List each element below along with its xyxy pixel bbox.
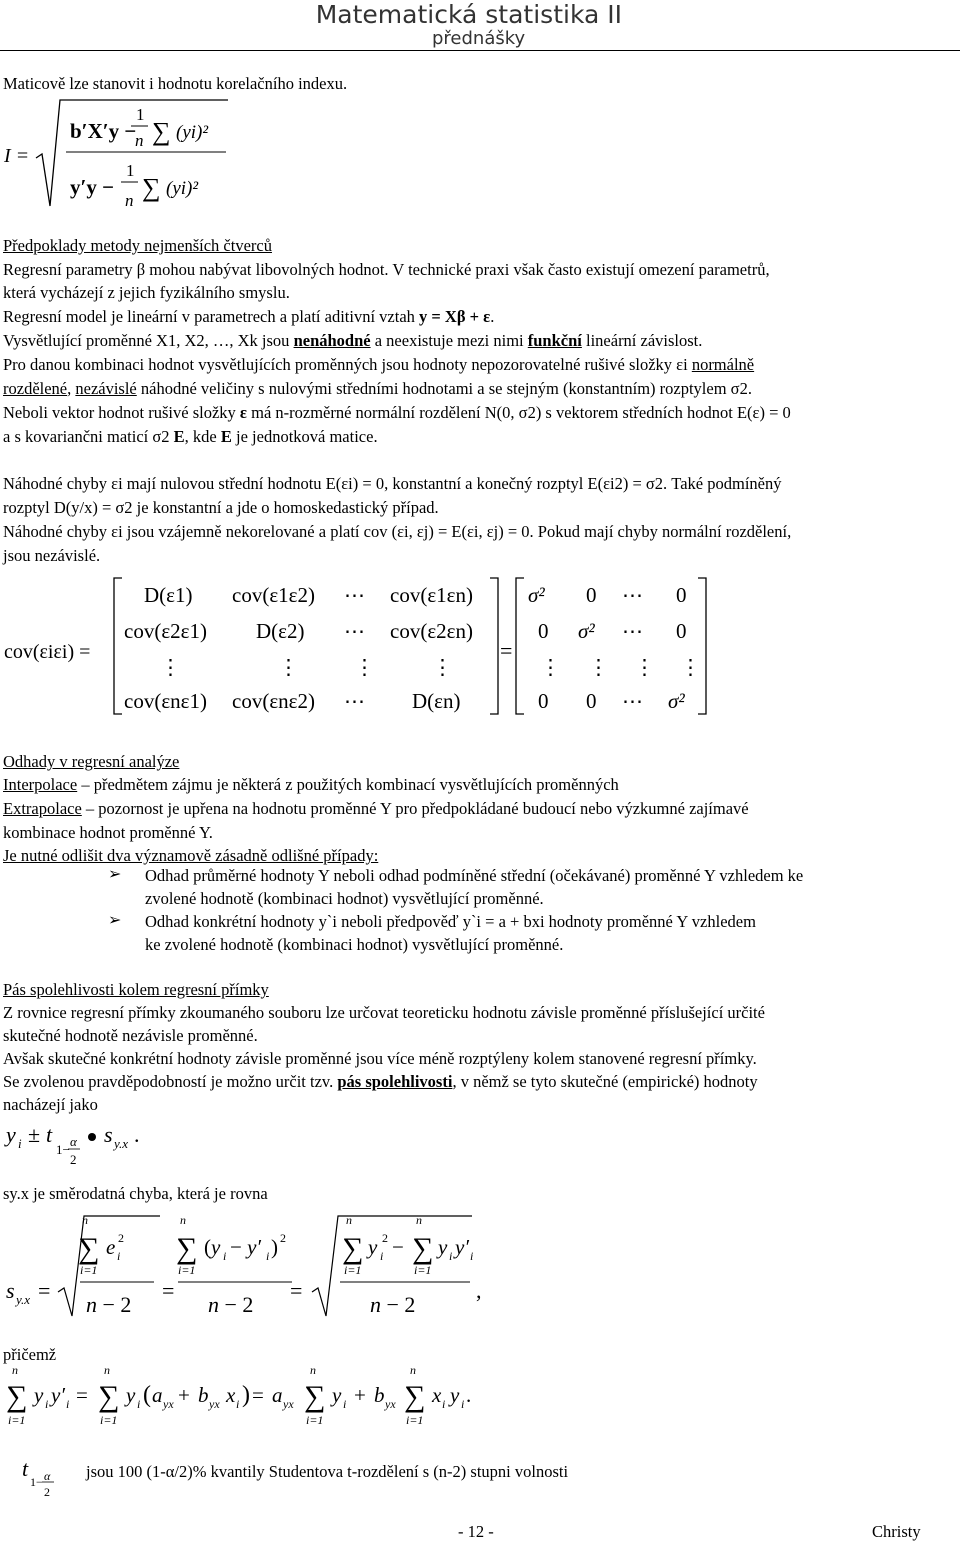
paragraph-line: Z rovnice regresní přímky zkoumaného souboru lze určovat teoreticku hodnotu závisle proměnné příslušející určité: [3, 1003, 765, 1022]
paragraph-line: Extrapolace – pozornost je upřena na hodnotu proměnné Y pro předpokládané budoucí nebo výzkumné zajímavé: [3, 799, 749, 818]
svg-text:y: y: [126, 1383, 136, 1407]
matrix-cell: σ²: [578, 619, 595, 643]
right-bracket-open: [516, 578, 524, 714]
matrix-cell: ⋮: [278, 655, 299, 679]
svg-text:(: (: [143, 1382, 151, 1408]
matrix-cell: ⋮: [160, 655, 181, 679]
numerator-one: 1: [136, 105, 145, 124]
svg-text:i: i: [380, 1249, 384, 1263]
svg-text:2: 2: [280, 1231, 286, 1245]
paragraph-line: Náhodné chyby εi mají nulovou střední hodnotu E(εi) = 0, konstantní a konečný rozptyl E(εi2) = σ2. Také podmíněný: [3, 474, 782, 493]
matrix-cell: cov(ε1ε2): [232, 583, 315, 607]
svg-text:y′: y′: [51, 1383, 65, 1407]
paragraph-line: Interpolace – předmětem zájmu je některá z použitých kombinací vysvětlujících proměnných: [3, 775, 619, 794]
bullet-text: ke zvolené hodnotě (kombinaci hodnot) vysvětlující proměnné.: [145, 935, 564, 954]
svg-text:∑: ∑: [404, 1380, 426, 1413]
intro-text: Maticově lze stanovit i hodnotu korelačního indexu.: [3, 74, 348, 93]
svg-text:1−: 1−: [56, 1142, 70, 1157]
svg-text:i: i: [137, 1397, 141, 1411]
correlation-index-formula: [0, 96, 260, 216]
svg-text:∑: ∑: [98, 1380, 120, 1413]
formula-lhs: I =: [4, 145, 30, 167]
svg-text:∑: ∑: [342, 1232, 364, 1265]
bullet-text: Odhad průměrné hodnoty Y neboli odhad podmíněné střední (očekávané) proměnné Y vzhledem ke: [145, 866, 804, 885]
svg-text:+: +: [354, 1383, 366, 1407]
svg-text:i: i: [18, 1136, 22, 1151]
document-title: Matematická statistika II: [315, 0, 622, 29]
matrix-cell: 0: [676, 619, 687, 643]
matrix-cell: 0: [538, 619, 549, 643]
svg-text:1−: 1−: [30, 1475, 43, 1489]
section-heading-assumptions: Předpoklady metody nejmenších čtverců: [3, 236, 272, 255]
right-bracket-close: [698, 578, 706, 714]
matrix-cell: ⋯: [622, 689, 643, 713]
svg-text:2: 2: [382, 1231, 388, 1245]
svg-text:n: n: [180, 1213, 186, 1227]
paragraph-line: Regresní parametry β mohou nabývat libovolných hodnot. V technické praxi však často existují omezení parametrů,: [3, 260, 770, 279]
numerator-main: b′X′y −: [70, 119, 137, 143]
svg-text:b: b: [374, 1383, 385, 1407]
matrix-cell: D(ε1): [144, 583, 193, 607]
svg-text:=: =: [38, 1278, 51, 1303]
matrix-cell: ⋯: [344, 689, 365, 713]
svg-text:y.x: y.x: [114, 1136, 129, 1151]
svg-text:,: ,: [476, 1278, 482, 1303]
svg-text:n: n: [12, 1364, 18, 1377]
svg-text:y: y: [368, 1235, 378, 1259]
svg-text:α: α: [44, 1469, 51, 1483]
t-quantile-description: jsou 100 (1-α/2)% kvantily Studentova t-rozdělení s (n-2) stupni volnosti: [86, 1462, 569, 1481]
paragraph-line: přičemž: [3, 1345, 57, 1364]
matrix-cell: 0: [676, 583, 687, 607]
svg-text:i: i: [343, 1397, 347, 1411]
numerator-sum-term: (yi)²: [176, 122, 209, 143]
svg-text:+: +: [178, 1383, 190, 1407]
covariance-matrix-equation: [0, 572, 720, 722]
svg-text:i=1: i=1: [414, 1263, 432, 1277]
svg-text:i=1: i=1: [8, 1413, 26, 1427]
paragraph-line: Se zvolenou pravděpodobností je možno určit tzv. pás spolehlivosti, v němž se tyto skutečné (empirické) hodnoty: [3, 1072, 758, 1091]
t-quantile-symbol: [0, 1452, 70, 1500]
svg-text:y′: y′: [455, 1235, 469, 1259]
svg-text:(y: (y: [204, 1235, 221, 1259]
matrix-cell: ⋯: [622, 583, 643, 607]
paragraph-line: sy.x je směrodatná chyba, která je rovna: [3, 1184, 268, 1203]
matrix-cell: 0: [538, 689, 549, 713]
paragraph-line: Regresní model je lineární v parametrech a platí aditivní vztah y = Xβ + ε.: [3, 307, 495, 326]
svg-text:2: 2: [70, 1152, 77, 1167]
svg-text:y: y: [450, 1383, 460, 1407]
matrix-cell: ⋮: [588, 655, 609, 679]
svg-text:y: y: [332, 1383, 342, 1407]
svg-text:i=1: i=1: [178, 1263, 196, 1277]
footer-author: Christy: [872, 1522, 921, 1541]
matrix-cell: cov(ε1εn): [390, 583, 473, 607]
model-equation: y = Xβ + ε: [419, 307, 491, 326]
cases-heading: Je nutné odlišit dva významově zásadně odlišné případy:: [3, 846, 379, 865]
sum-symbol-1: ∑: [152, 117, 171, 146]
header-divider: [0, 50, 960, 51]
svg-text:i: i: [461, 1397, 465, 1411]
matrix-cell: D(εn): [412, 689, 461, 713]
svg-text:n: n: [82, 1213, 88, 1227]
matrix-cell: σ²: [668, 689, 685, 713]
svg-text:a: a: [272, 1383, 283, 1407]
matrix-cell: ⋯: [622, 619, 643, 643]
matrix-cell: cov(εnε1): [124, 689, 207, 713]
bullet-text: zvolené hodnotě (kombinaci hodnot) vysvětlující proměnné.: [145, 889, 544, 908]
svg-text:a: a: [152, 1383, 163, 1407]
matrix-equals: =: [500, 638, 513, 663]
svg-text:y: y: [6, 1122, 16, 1147]
matrix-cell: σ²: [528, 583, 545, 607]
svg-text:n: n: [416, 1213, 422, 1227]
matrix-cell: ⋮: [634, 655, 655, 679]
paragraph-line: Pro danou kombinaci hodnot vysvětlujících proměnných jsou hodnoty nepozorovatelné rušivé složky εi normálně: [3, 355, 755, 374]
svg-text:t: t: [46, 1122, 53, 1147]
svg-text:=: =: [290, 1278, 303, 1303]
svg-text:i=1: i=1: [100, 1413, 118, 1427]
svg-text:i: i: [117, 1249, 121, 1263]
paragraph-line: jsou nezávislé.: [3, 546, 101, 565]
confidence-band-formula: [0, 1112, 200, 1168]
svg-text:i: i: [45, 1397, 49, 1411]
matrix-cell: ⋮: [680, 655, 701, 679]
svg-text:n: n: [410, 1364, 416, 1377]
arrow-bullet-icon: ➢: [108, 866, 122, 883]
paragraph-line: Avšak skutečné konkrétní hodnoty závisle proměnné jsou více méně rozptýleny kolem stanovené regresní přímky.: [3, 1049, 757, 1068]
denominator-main: y′y −: [70, 175, 115, 199]
svg-text:s: s: [104, 1122, 113, 1147]
matrix-cell: ⋮: [540, 655, 561, 679]
svg-text:i: i: [66, 1397, 70, 1411]
svg-text:): ): [242, 1382, 250, 1408]
svg-text:.: .: [466, 1383, 472, 1407]
svg-text:x: x: [432, 1383, 442, 1407]
svg-text:n − 2: n − 2: [370, 1292, 416, 1317]
paragraph-line: která vycházejí z jejich fyzikálního smyslu.: [3, 283, 290, 302]
arrow-bullet-icon: ➢: [108, 912, 122, 929]
denominator-one: 1: [126, 161, 135, 180]
svg-text:α: α: [70, 1134, 77, 1149]
svg-text:∑: ∑: [304, 1380, 326, 1413]
svg-text:t: t: [22, 1456, 29, 1481]
section-heading-confidence-band: Pás spolehlivosti kolem regresní přímky: [3, 980, 269, 999]
matrix-lhs: cov(εiεi) =: [4, 641, 91, 663]
document-subtitle: přednášky: [432, 28, 526, 49]
matrix-cell: ⋯: [344, 583, 365, 607]
svg-text:∑: ∑: [6, 1380, 28, 1413]
svg-text:.: .: [134, 1122, 140, 1147]
svg-text:n − 2: n − 2: [86, 1292, 132, 1317]
paragraph-line: a s kovariančni maticí σ2 E, kde E je jednotková matice.: [3, 427, 378, 446]
svg-text:i=1: i=1: [306, 1413, 324, 1427]
svg-text:− y′: − y′: [230, 1235, 262, 1259]
svg-text:y.x: y.x: [16, 1292, 31, 1307]
svg-text:x: x: [226, 1383, 236, 1407]
svg-text:yx: yx: [283, 1397, 294, 1411]
paragraph-line: nacházejí jako: [3, 1095, 98, 1114]
svg-text:n − 2: n − 2: [208, 1292, 254, 1317]
svg-text:∑: ∑: [176, 1232, 198, 1265]
svg-text:yx: yx: [385, 1397, 396, 1411]
svg-text:i: i: [449, 1249, 453, 1263]
matrix-cell: ⋮: [432, 655, 453, 679]
paragraph-line: rozptyl D(y/x) = σ2 je konstantní a jde o homoskedastický případ.: [3, 498, 439, 517]
paragraph-line: Neboli vektor hodnot rušivé složky ε má n-rozměrné normální rozdělení N(0, σ2) s vektorem středních hodnot E(ε) = 0: [3, 403, 791, 422]
sum-symbol-2: ∑: [142, 173, 161, 202]
matrix-cell: 0: [586, 583, 597, 607]
paragraph-line: Vysvětlující proměnné X1, X2, …, Xk jsou nenáhodné a neexistuje mezi nimi funkční lineární závislost.: [3, 331, 703, 350]
numerator-n: n: [135, 131, 144, 150]
svg-text:i: i: [470, 1249, 474, 1263]
svg-text:s: s: [6, 1278, 15, 1303]
svg-text:i=1: i=1: [344, 1263, 362, 1277]
svg-text:∑: ∑: [78, 1232, 100, 1265]
svg-text:2: 2: [118, 1231, 124, 1245]
paragraph-line: rozdělené, nezávislé náhodné veličiny s nulovými středními hodnotami a se stejným (konstantním) rozptylem σ2.: [3, 379, 752, 398]
svg-text:n: n: [104, 1364, 110, 1377]
svg-text:yx: yx: [209, 1397, 220, 1411]
denominator-sum-term: (yi)²: [166, 178, 199, 199]
svg-text:i: i: [266, 1249, 270, 1263]
section-heading-estimates: Odhady v regresní analýze: [3, 752, 180, 771]
svg-text:i: i: [442, 1397, 446, 1411]
svg-text:): ): [271, 1235, 278, 1259]
page-number: - 12 -: [458, 1522, 494, 1541]
paragraph-line: skutečné hodnotě nezávisle proměnné.: [3, 1026, 258, 1045]
svg-text:2: 2: [44, 1485, 50, 1499]
svg-text:i: i: [223, 1249, 227, 1263]
svg-text:yx: yx: [163, 1397, 174, 1411]
paragraph-line: Náhodné chyby εi jsou vzájemně nekorelované a platí cov (εi, εj) = E(εi, εj) = 0. Pokud mají chyby normální rozdělení,: [3, 522, 792, 541]
matrix-cell: cov(ε2εn): [390, 619, 473, 643]
left-bracket-close: [490, 578, 498, 714]
svg-text:n: n: [346, 1213, 352, 1227]
denominator-n: n: [125, 191, 134, 210]
matrix-cell: cov(ε2ε1): [124, 619, 207, 643]
svg-text:i=1: i=1: [80, 1263, 98, 1277]
matrix-cell: D(ε2): [256, 619, 305, 643]
svg-text:e: e: [106, 1235, 116, 1259]
bullet-text: Odhad konkrétní hodnoty y`i neboli předpověď y`i = a + bxi hodnoty proměnné Y vzhledem: [145, 912, 756, 931]
svg-text:i: i: [236, 1397, 240, 1411]
svg-text:=: =: [76, 1383, 88, 1407]
matrix-cell: 0: [586, 689, 597, 713]
sum-identity-formula: [0, 1364, 540, 1434]
svg-text:=: =: [162, 1278, 175, 1303]
matrix-cell: ⋯: [344, 619, 365, 643]
left-bracket-open: [114, 578, 122, 714]
standard-error-formula: [0, 1212, 520, 1322]
svg-text:−: −: [392, 1235, 404, 1259]
svg-text:y: y: [34, 1383, 44, 1407]
matrix-cell: cov(εnε2): [232, 689, 315, 713]
svg-text:n: n: [310, 1364, 316, 1377]
paragraph-line: kombinace hodnot proměnné Y.: [3, 823, 213, 842]
matrix-cell: ⋮: [354, 655, 375, 679]
svg-text:±: ±: [28, 1122, 41, 1147]
svg-text:=: =: [252, 1383, 264, 1407]
svg-text:∑: ∑: [412, 1232, 434, 1265]
svg-text:i=1: i=1: [406, 1413, 424, 1427]
svg-text:b: b: [198, 1383, 209, 1407]
svg-text:y: y: [438, 1235, 448, 1259]
